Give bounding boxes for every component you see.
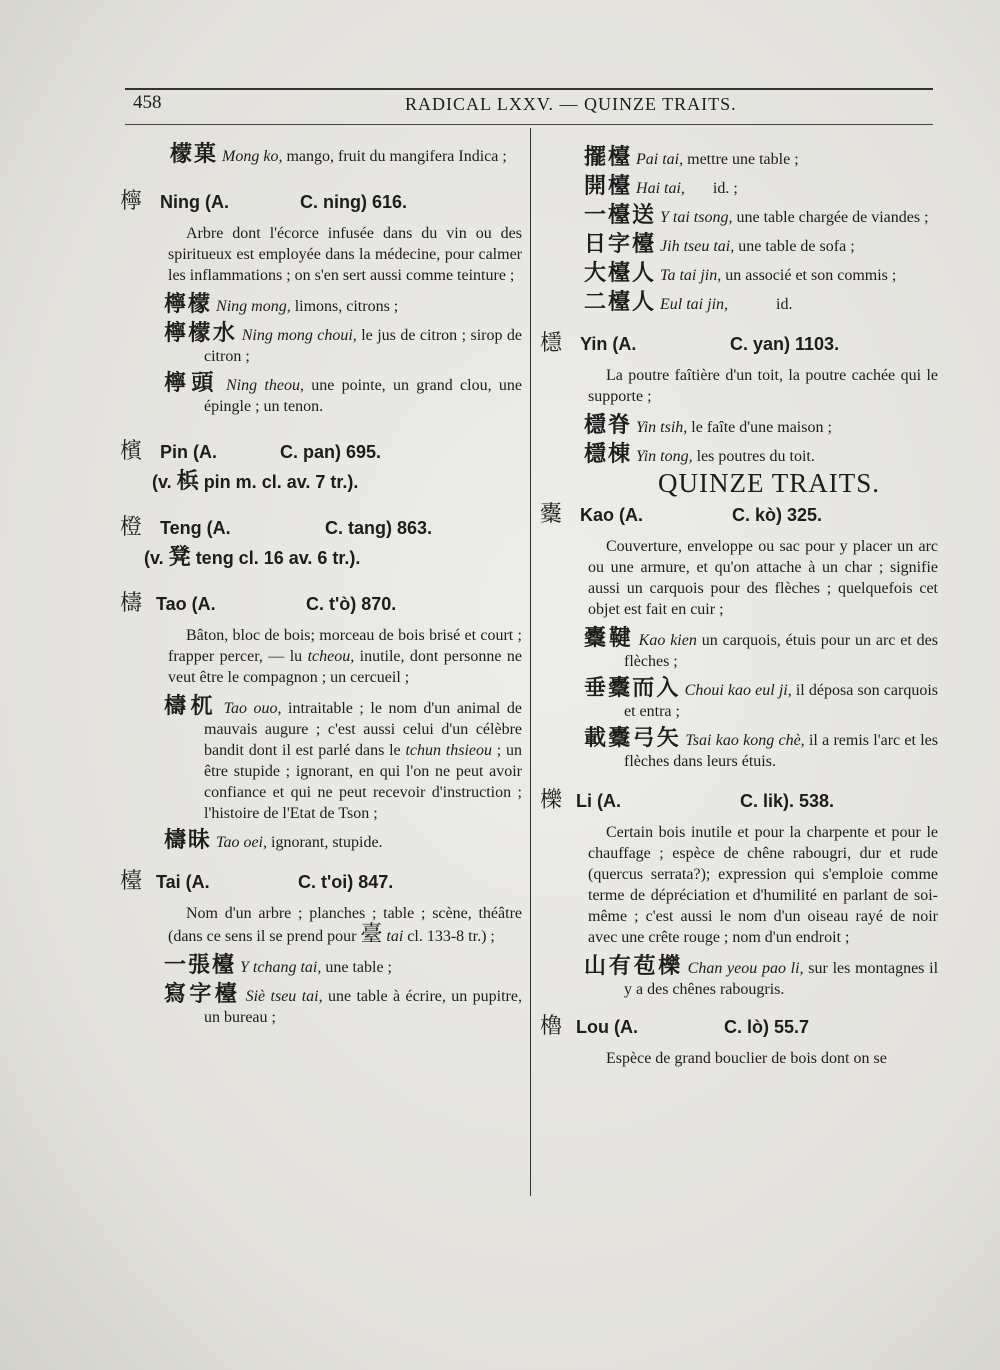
romanization: Mong ko, xyxy=(222,148,283,165)
column-divider xyxy=(530,128,531,1196)
sub-entry-chan-yeou xyxy=(584,956,938,1000)
variant-character: 梹 xyxy=(176,469,199,494)
header-bottom-rule xyxy=(125,124,933,125)
mandarin-reading: Teng (A. xyxy=(160,518,231,538)
mandarin-reading: Tao (A. xyxy=(156,594,216,614)
romanization: Kao kien xyxy=(638,632,697,649)
cjk-term: 檸檬水 xyxy=(164,321,238,346)
cantonese-reading: C. kò) 325. xyxy=(732,505,823,525)
sub-entry-ning-mong-choui xyxy=(164,323,522,367)
cantonese-reading: C. pan) 695. xyxy=(280,442,382,462)
definition: limons, citrons ; xyxy=(290,298,399,315)
sub-entry-eul-tai-jin xyxy=(584,292,938,315)
header-top-rule xyxy=(125,88,933,90)
definition-tai xyxy=(168,903,522,947)
reference-reading: tai xyxy=(382,928,404,945)
headword-character: 檼 xyxy=(540,331,563,356)
definition: les poutres du toit. xyxy=(692,448,815,465)
sub-entry-y-tai-tsong xyxy=(584,205,938,228)
sub-entry-pai-tai xyxy=(584,147,938,170)
cantonese-reading: C. yan) 1103. xyxy=(730,334,840,354)
page-header xyxy=(125,82,933,130)
page-number: 458 xyxy=(133,92,162,113)
sub-entry-ning-theou xyxy=(164,373,522,417)
variant-suffix: teng cl. 16 av. 6 tr.). xyxy=(190,548,361,568)
cjk-term: 檸檬 xyxy=(164,292,213,317)
right-column xyxy=(540,143,938,1077)
cjk-term: 檮杌 xyxy=(164,694,218,719)
cjk-term: 開檯 xyxy=(584,174,633,199)
headword-character: 櫜 xyxy=(540,502,563,527)
romanization: Jih tseu tai, xyxy=(660,238,735,255)
cantonese-reading: C. lik). 538. xyxy=(740,791,835,811)
definition-text: Nom d'un arbre ; planches ; table ; scène, théâtre (dans ce sens il se prend pour xyxy=(168,905,522,945)
sub-entry-kao-kien xyxy=(584,628,938,672)
romanization: Yin tsih, xyxy=(636,419,688,436)
cantonese-reading: C. t'oi) 847. xyxy=(298,872,394,892)
sub-entry-sie-tseu-tai xyxy=(164,984,522,1028)
mandarin-reading: Li (A. xyxy=(576,791,621,811)
definition: ; un être stupide ; ignorant, en qui l'on ne peut avoir confiance et qui ne peut recevoir d'instruction ; l'histoire de l'Etat de Tson ; xyxy=(204,742,523,822)
cjk-term: 垂櫜而入 xyxy=(584,676,681,701)
entry-heading-ning xyxy=(120,191,522,213)
sub-entry-choui-kao xyxy=(584,678,938,722)
entry-heading-lou xyxy=(540,1016,938,1038)
definition: une table chargée de viandes ; xyxy=(732,209,929,226)
cjk-term: 檬菓 xyxy=(170,142,219,167)
romanization: Chan yeou pao li, xyxy=(687,960,804,977)
definition-tao xyxy=(168,625,522,688)
entry-heading-kao xyxy=(540,504,938,526)
variant-prefix: (v. xyxy=(144,548,169,568)
headword-character: 檳 xyxy=(120,439,143,464)
cjk-term: 檮昧 xyxy=(164,828,213,853)
definition: id. xyxy=(728,296,793,313)
cjk-term: 日字檯 xyxy=(584,232,657,257)
definition-li: Certain bois inutile et pour la charpente et pour le chauffage ; espèce de chêne rabougri, dur et rude (quercus serrata?); expression qui s'emploie comme terme de dépréciation et d'humilité en parlant de soi-même ; c'est aussi le nom d'un oiseau rayé de noir avec une crête rouge ; nom d'un endroit ; xyxy=(588,824,938,946)
cjk-term: 載櫜弓矢 xyxy=(584,726,682,751)
variant-prefix: (v. xyxy=(152,472,177,492)
definition: une table à écrire, un pupitre, un bureau ; xyxy=(204,988,522,1026)
reference-character: 臺 xyxy=(360,922,383,947)
sub-entry-ning-mong xyxy=(164,294,522,317)
running-title: RADICAL LXXV. — QUINZE TRAITS. xyxy=(405,94,737,114)
romanization: Choui kao eul ji, xyxy=(684,682,792,699)
variant-suffix: pin m. cl. av. 7 tr.). xyxy=(198,472,359,492)
cantonese-reading: C. t'ò) 870. xyxy=(306,594,397,614)
definition: il a remis l'arc et les flèches dans leurs étuis. xyxy=(624,732,938,770)
definition-text: inutile, dont personne ne veut être le compagnon ; un cercueil ; xyxy=(168,648,523,686)
sub-entry-ta-tai-jin xyxy=(584,263,938,286)
cantonese-reading: C. ning) 616. xyxy=(300,192,408,212)
mandarin-reading: Ning (A. xyxy=(160,192,229,212)
sub-entry-tao-ouo xyxy=(164,696,522,824)
cantonese-reading: C. tang) 863. xyxy=(325,518,433,538)
entry-heading-tao xyxy=(120,593,522,615)
mandarin-reading: Yin (A. xyxy=(580,334,637,354)
cjk-term: 擺檯 xyxy=(584,145,633,170)
cantonese-reading: C. lò) 55.7 xyxy=(724,1017,810,1037)
cjk-term: 櫜鞬 xyxy=(584,626,634,651)
entry-heading-yin xyxy=(540,333,938,355)
definition: intraitable ; le nom d'un animal de mauvais augure ; c'est aussi celui d'un célèbre bandit dont il est parlé dans le xyxy=(204,700,522,759)
cjk-term: 一張檯 xyxy=(164,953,237,978)
definition: une table de sofa ; xyxy=(734,238,855,255)
romanization: Tao oei, xyxy=(216,834,267,851)
headword-character: 櫟 xyxy=(540,788,563,813)
entry-heading-teng xyxy=(120,517,522,539)
definition: une table ; xyxy=(321,959,392,976)
sub-entry-mong-ko xyxy=(170,144,522,167)
romanization: Ta tai jin, xyxy=(660,267,722,284)
work-title: tchun thsieou xyxy=(405,742,492,759)
sub-entry-tao-oei xyxy=(164,830,522,853)
romanization: Ning theou, xyxy=(225,377,304,394)
romanization: Ning mong choui, xyxy=(241,327,357,344)
definition: mango, fruit du mangifera Indica ; xyxy=(282,148,507,165)
sub-entry-yin-tsih xyxy=(584,415,938,438)
mandarin-reading: Pin (A. xyxy=(160,442,217,462)
romanization: Siè tseu tai, xyxy=(245,988,323,1005)
headword-character: 橙 xyxy=(120,515,143,540)
cjk-term: 二檯人 xyxy=(584,290,657,315)
romanization: Tao ouo, xyxy=(223,700,282,717)
headword-character: 檯 xyxy=(120,869,143,894)
variant-note-teng xyxy=(144,547,522,569)
romanization: Pai tai, xyxy=(636,151,684,168)
entry-heading-pin xyxy=(120,441,522,463)
definition-text: cl. 133-8 tr.) ; xyxy=(403,928,495,945)
cjk-term: 檸頭 xyxy=(164,371,219,396)
romanization: Eul tai jin, xyxy=(660,296,729,313)
romanization: Ning mong, xyxy=(216,298,291,315)
variant-note-pin xyxy=(152,471,522,493)
sub-entry-yin-tong xyxy=(584,444,938,467)
headword-character: 櫓 xyxy=(540,1014,563,1039)
sub-entry-hai-tai xyxy=(584,176,938,199)
headword-character: 檮 xyxy=(120,591,143,616)
definition-text: Bâton, bloc de bois; morceau de bois brisé et court ; frapper percer, — lu xyxy=(168,627,522,665)
sub-entry-tsai-kao xyxy=(584,728,938,772)
definition: un associé et son commis ; xyxy=(721,267,897,284)
definition-kao: Couverture, enveloppe ou sac pour y placer un arc ou une armure, et qu'on attache à un char ; signifie aussi un carquois pour des flèches ; quelquefois cet objet est fait en cuir ; xyxy=(588,538,938,618)
definition: une pointe, un grand clou, une épingle ; un tenon. xyxy=(204,377,523,415)
definition-italic: tcheou, xyxy=(307,648,355,665)
mandarin-reading: Lou (A. xyxy=(576,1017,638,1037)
definition: le jus de citron ; sirop de citron ; xyxy=(204,327,523,365)
cjk-term: 一檯送 xyxy=(584,203,657,228)
left-column xyxy=(120,140,522,1034)
section-title: QUINZE TRAITS. xyxy=(658,468,880,498)
cjk-term: 山有苞櫟 xyxy=(584,954,683,979)
definition-lou: Espèce de grand bouclier de bois dont on se xyxy=(606,1050,887,1067)
sub-entry-y-tchang-tai xyxy=(164,955,522,978)
definition: il déposa son carquois et entra ; xyxy=(624,682,939,720)
definition-ning: Arbre dont l'écorce infusée dans du vin ou des spiritueux est employée dans la médecine, pour calmer les inflammations ; on s'en sert aussi comme teinture ; xyxy=(168,225,522,284)
definition: sur les montagnes il y a des chênes rabougris. xyxy=(624,960,939,998)
mandarin-reading: Tai (A. xyxy=(156,872,210,892)
romanization: Hai tai, xyxy=(636,180,685,197)
definition: mettre une table ; xyxy=(683,151,799,168)
definition: un carquois, étuis pour un arc et des flèches ; xyxy=(624,632,938,670)
entry-heading-tai xyxy=(120,871,522,893)
cjk-term: 大檯人 xyxy=(584,261,657,286)
variant-character: 凳 xyxy=(168,545,191,570)
romanization: Yin tong, xyxy=(636,448,693,465)
mandarin-reading: Kao (A. xyxy=(580,505,643,525)
romanization: Y tai tsong, xyxy=(660,209,733,226)
definition: id. ; xyxy=(684,180,738,197)
headword-character: 檸 xyxy=(120,189,143,214)
cjk-term: 檼棟 xyxy=(584,442,633,467)
entry-heading-li xyxy=(540,790,938,812)
romanization: Tsai kao kong chè, xyxy=(685,732,805,749)
romanization: Y tchang tai, xyxy=(240,959,322,976)
definition-yin: La poutre faîtière d'un toit, la poutre cachée qui le supporte ; xyxy=(588,367,938,405)
definition: le faîte d'une maison ; xyxy=(687,419,832,436)
cjk-term: 寫字檯 xyxy=(164,982,241,1007)
cjk-term: 檼脊 xyxy=(584,413,633,438)
definition: ignorant, stupide. xyxy=(267,834,383,851)
sub-entry-jih-tseu-tai xyxy=(584,234,938,257)
